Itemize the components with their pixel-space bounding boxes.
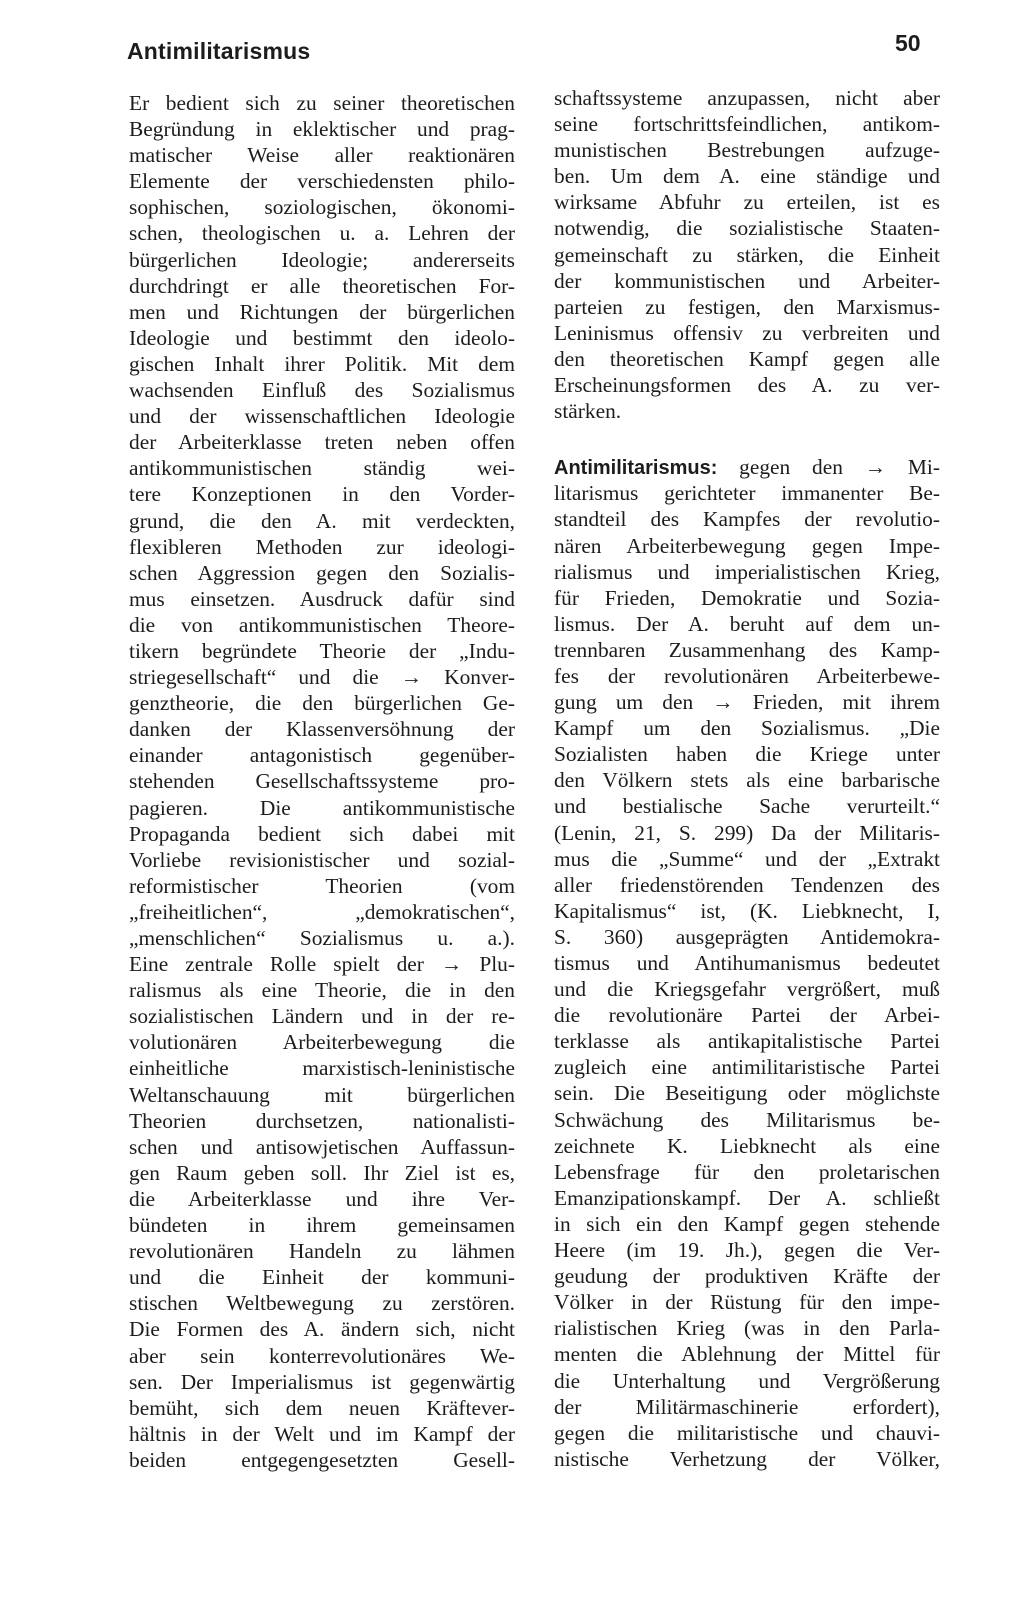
text-line: und die Kriegsgefahr vergrößert, muß bbox=[554, 977, 940, 1002]
text-line: mus einsetzen. Ausdruck dafür sind bbox=[129, 586, 515, 611]
previous-entry-continuation bbox=[554, 85, 940, 424]
text-line: die von antikommunistischen Theore- bbox=[129, 612, 515, 637]
text-line: Die Formen des A. ändern sich, nicht bbox=[129, 1317, 515, 1342]
text-line: tismus und Antihumanismus bedeutet bbox=[554, 951, 940, 975]
running-head: Antimilitarismus bbox=[127, 38, 311, 64]
text-line: standteil des Kampfes der revolutio- bbox=[554, 507, 940, 532]
dictionary-entry-antimilitarismus bbox=[554, 454, 940, 1472]
text-line: schaftssysteme anzupassen, nicht aber bbox=[554, 86, 940, 110]
text-line: und bestialische Sache verurteilt.“ bbox=[554, 794, 940, 819]
text-line: schen und antisowjetischen Auffassun- bbox=[129, 1134, 515, 1159]
text-line: und die Einheit der kommuni- bbox=[129, 1265, 515, 1290]
text-line: tere Konzeptionen in den Vorder- bbox=[129, 482, 515, 507]
text-line: rialismus und imperialistischen Krieg, bbox=[554, 559, 940, 584]
text-line: parteien zu festigen, den Marxismus- bbox=[554, 294, 940, 319]
text-line: menten die Ablehnung der Mittel für bbox=[554, 1342, 940, 1367]
text-line: sen. Der Imperialismus ist gegenwärtig bbox=[129, 1369, 515, 1394]
text-line: pagieren. Die antikommunistische bbox=[129, 795, 515, 820]
text-line: lismus. Der A. beruht auf dem un- bbox=[554, 611, 940, 636]
text-line: sein. Die Beseitigung oder möglichste bbox=[554, 1081, 940, 1106]
text-line: reformistischer Theorien (vom bbox=[129, 873, 515, 898]
text-line: wachsenden Einfluß des Sozialismus bbox=[129, 378, 515, 403]
text-line: die revolutionäre Partei der Arbei- bbox=[554, 1003, 940, 1028]
entry-first-line bbox=[554, 454, 940, 480]
text-line: den Völkern stets als eine barbarische bbox=[554, 768, 940, 793]
text-line: mus die „Summe“ und der „Extrakt bbox=[554, 846, 940, 871]
text-line: die Unterhaltung und Vergrößerung bbox=[554, 1368, 940, 1393]
text-line: litarismus gerichteter immanenter Be- bbox=[554, 481, 940, 506]
text-line: revolutionären Handeln zu lähmen bbox=[129, 1239, 515, 1264]
text-line: rialistischen Krieg (was in den Parla- bbox=[554, 1316, 940, 1341]
text-line: der Arbeiterklasse treten neben offen bbox=[129, 430, 515, 455]
text-line: ben. Um dem A. eine ständige und bbox=[554, 164, 940, 189]
text-line: bemüht, sich dem neuen Kräftever- bbox=[129, 1395, 515, 1420]
text-line: durchdringt er alle theoretischen For- bbox=[129, 273, 515, 298]
text-line: striegesellschaft“ und die → Konver- bbox=[129, 665, 515, 690]
text-line: den theoretischen Kampf gegen alle bbox=[554, 346, 940, 371]
text-line: gen Raum geben soll. Ihr Ziel ist es, bbox=[129, 1160, 515, 1185]
text-line: schen Aggression gegen den Sozialis- bbox=[129, 560, 515, 585]
text-line: gegen die militaristische und chauvi- bbox=[554, 1420, 940, 1445]
text-line: S. 360) ausgeprägten Antidemokra- bbox=[554, 924, 940, 949]
page-number: 50 bbox=[895, 30, 921, 56]
text-line: geudung der produktiven Kräfte der bbox=[554, 1264, 940, 1289]
text-line: (Lenin, 21, S. 299) Da der Militaris- bbox=[554, 820, 940, 845]
text-line: matischer Weise aller reaktionären bbox=[129, 143, 515, 168]
text-line: und der wissenschaftlichen Ideologie bbox=[129, 404, 515, 429]
entry-spacing bbox=[554, 424, 940, 454]
text-line: Elemente der verschiedensten philo- bbox=[129, 169, 515, 194]
text-line: für Frieden, Demokratie und Sozia- bbox=[554, 585, 940, 610]
text-line: Kampf um den Sozialismus. „Die bbox=[554, 716, 940, 741]
text-line: Ideologie und bestimmt den ideolo- bbox=[129, 325, 515, 350]
text-line: einander antagonistisch gegenüber- bbox=[129, 743, 515, 768]
text-line: schen, theologischen u. a. Lehren der bbox=[129, 221, 515, 246]
text-line: Begründung in eklektischer und prag- bbox=[129, 117, 515, 142]
entry-headword: Antimilitarismus: bbox=[554, 457, 718, 480]
text-line: Eine zentrale Rolle spielt der → Plu- bbox=[129, 952, 515, 977]
text-line: der Militärmaschinerie erfordert), bbox=[554, 1394, 940, 1419]
text-line: notwendig, die sozialistische Staaten- bbox=[554, 216, 940, 241]
text-line: genztheorie, die den bürgerlichen Ge- bbox=[129, 691, 515, 716]
text-line: Leninismus offensiv zu verbreiten und bbox=[554, 320, 940, 345]
text-line: gung um den → Frieden, mit ihrem bbox=[554, 690, 940, 715]
text-line: men und Richtungen der bürgerlichen bbox=[129, 299, 515, 324]
text-line: Völker in der Rüstung für den impe- bbox=[554, 1290, 940, 1315]
text-line: in sich ein den Kampf gegen stehende bbox=[554, 1211, 940, 1236]
text-line: gemeinschaft zu stärken, die Einheit bbox=[554, 242, 940, 267]
text-line: flexibleren Methoden zur ideologi- bbox=[129, 534, 515, 559]
text-line: trennbaren Zusammenhang des Kamp- bbox=[554, 637, 940, 662]
text-line: Heere (im 19. Jh.), gegen die Ver- bbox=[554, 1238, 940, 1263]
text-line: munistischen Bestrebungen aufzuge- bbox=[554, 138, 940, 163]
text-line: die Arbeiterklasse und ihre Ver- bbox=[129, 1186, 515, 1211]
right-column bbox=[554, 85, 940, 1472]
text-line: Er bedient sich zu seiner theoretischen bbox=[129, 91, 515, 115]
text-line: Emanzipationskampf. Der A. schließt bbox=[554, 1185, 940, 1210]
text-line: antikommunistischen ständig wei- bbox=[129, 456, 515, 481]
text-line: sophischen, soziologischen, ökonomi- bbox=[129, 195, 515, 220]
text-line: fes der revolutionären Arbeiterbewe- bbox=[554, 663, 940, 688]
text-line: volutionären Arbeiterbewegung die bbox=[129, 1030, 515, 1055]
text-line: tikern begründete Theorie der „Indu- bbox=[129, 638, 515, 663]
text-line: Erscheinungsformen des A. zu ver- bbox=[554, 373, 940, 398]
text-line: Theorien durchsetzen, nationalisti- bbox=[129, 1108, 515, 1133]
text-line: terklasse als antikapitalistische Partei bbox=[554, 1029, 940, 1054]
text-line: der kommunistischen und Arbeiter- bbox=[554, 268, 940, 293]
text-line: einheitliche marxistisch-leninistische bbox=[129, 1056, 515, 1081]
text-line: stärken. bbox=[554, 399, 622, 424]
text-line: ralismus als eine Theorie, die in den bbox=[129, 978, 515, 1003]
entry-text: gegen den → Mi- bbox=[717, 455, 940, 480]
text-line: nistische Verhetzung der Völker, bbox=[554, 1446, 940, 1471]
text-line: sozialistischen Ländern und in der re- bbox=[129, 1004, 515, 1029]
left-column bbox=[129, 90, 515, 1473]
text-line: nären Arbeiterbewegung gegen Impe- bbox=[554, 533, 940, 558]
text-line: Weltanschauung mit bürgerlichen bbox=[129, 1082, 515, 1107]
text-line: wirksame Abfuhr zu erteilen, ist es bbox=[554, 190, 940, 215]
text-line: Lebensfrage für den proletarischen bbox=[554, 1159, 940, 1184]
text-line: Kapitalismus“ ist, (K. Liebknecht, I, bbox=[554, 898, 940, 923]
text-line: stischen Weltbewegung zu zerstören. bbox=[129, 1291, 515, 1316]
text-line: Vorliebe revisionistischer und sozial- bbox=[129, 847, 515, 872]
text-line: danken der Klassenversöhnung der bbox=[129, 717, 515, 742]
text-line: Schwächung des Militarismus be- bbox=[554, 1107, 940, 1132]
text-line: stehenden Gesellschaftssysteme pro- bbox=[129, 769, 515, 794]
text-line: beiden entgegengesetzten Gesell- bbox=[129, 1447, 515, 1472]
text-line: „freiheitlichen“, „demokratischen“, bbox=[129, 899, 515, 924]
text-line: bürgerlichen Ideologie; andererseits bbox=[129, 247, 515, 272]
text-line: „menschlichen“ Sozialismus u. a.). bbox=[129, 926, 515, 950]
text-line: zeichnete K. Liebknecht als eine bbox=[554, 1133, 940, 1158]
text-line: bündeten in ihrem gemeinsamen bbox=[129, 1213, 515, 1238]
text-line: gischen Inhalt ihrer Politik. Mit dem bbox=[129, 351, 515, 376]
text-line: grund, die den A. mit verdeckten, bbox=[129, 508, 515, 533]
text-line: zugleich eine antimilitaristische Partei bbox=[554, 1055, 940, 1080]
text-line: seine fortschrittsfeindlichen, antikom- bbox=[554, 112, 940, 137]
text-line: aller friedenstörenden Tendenzen des bbox=[554, 872, 940, 897]
text-line: Sozialisten haben die Kriege unter bbox=[554, 742, 940, 767]
text-line: aber sein konterrevolutionäres We- bbox=[129, 1343, 515, 1368]
text-line: Propaganda bedient sich dabei mit bbox=[129, 821, 515, 846]
text-line: hältnis in der Welt und im Kampf der bbox=[129, 1421, 515, 1446]
